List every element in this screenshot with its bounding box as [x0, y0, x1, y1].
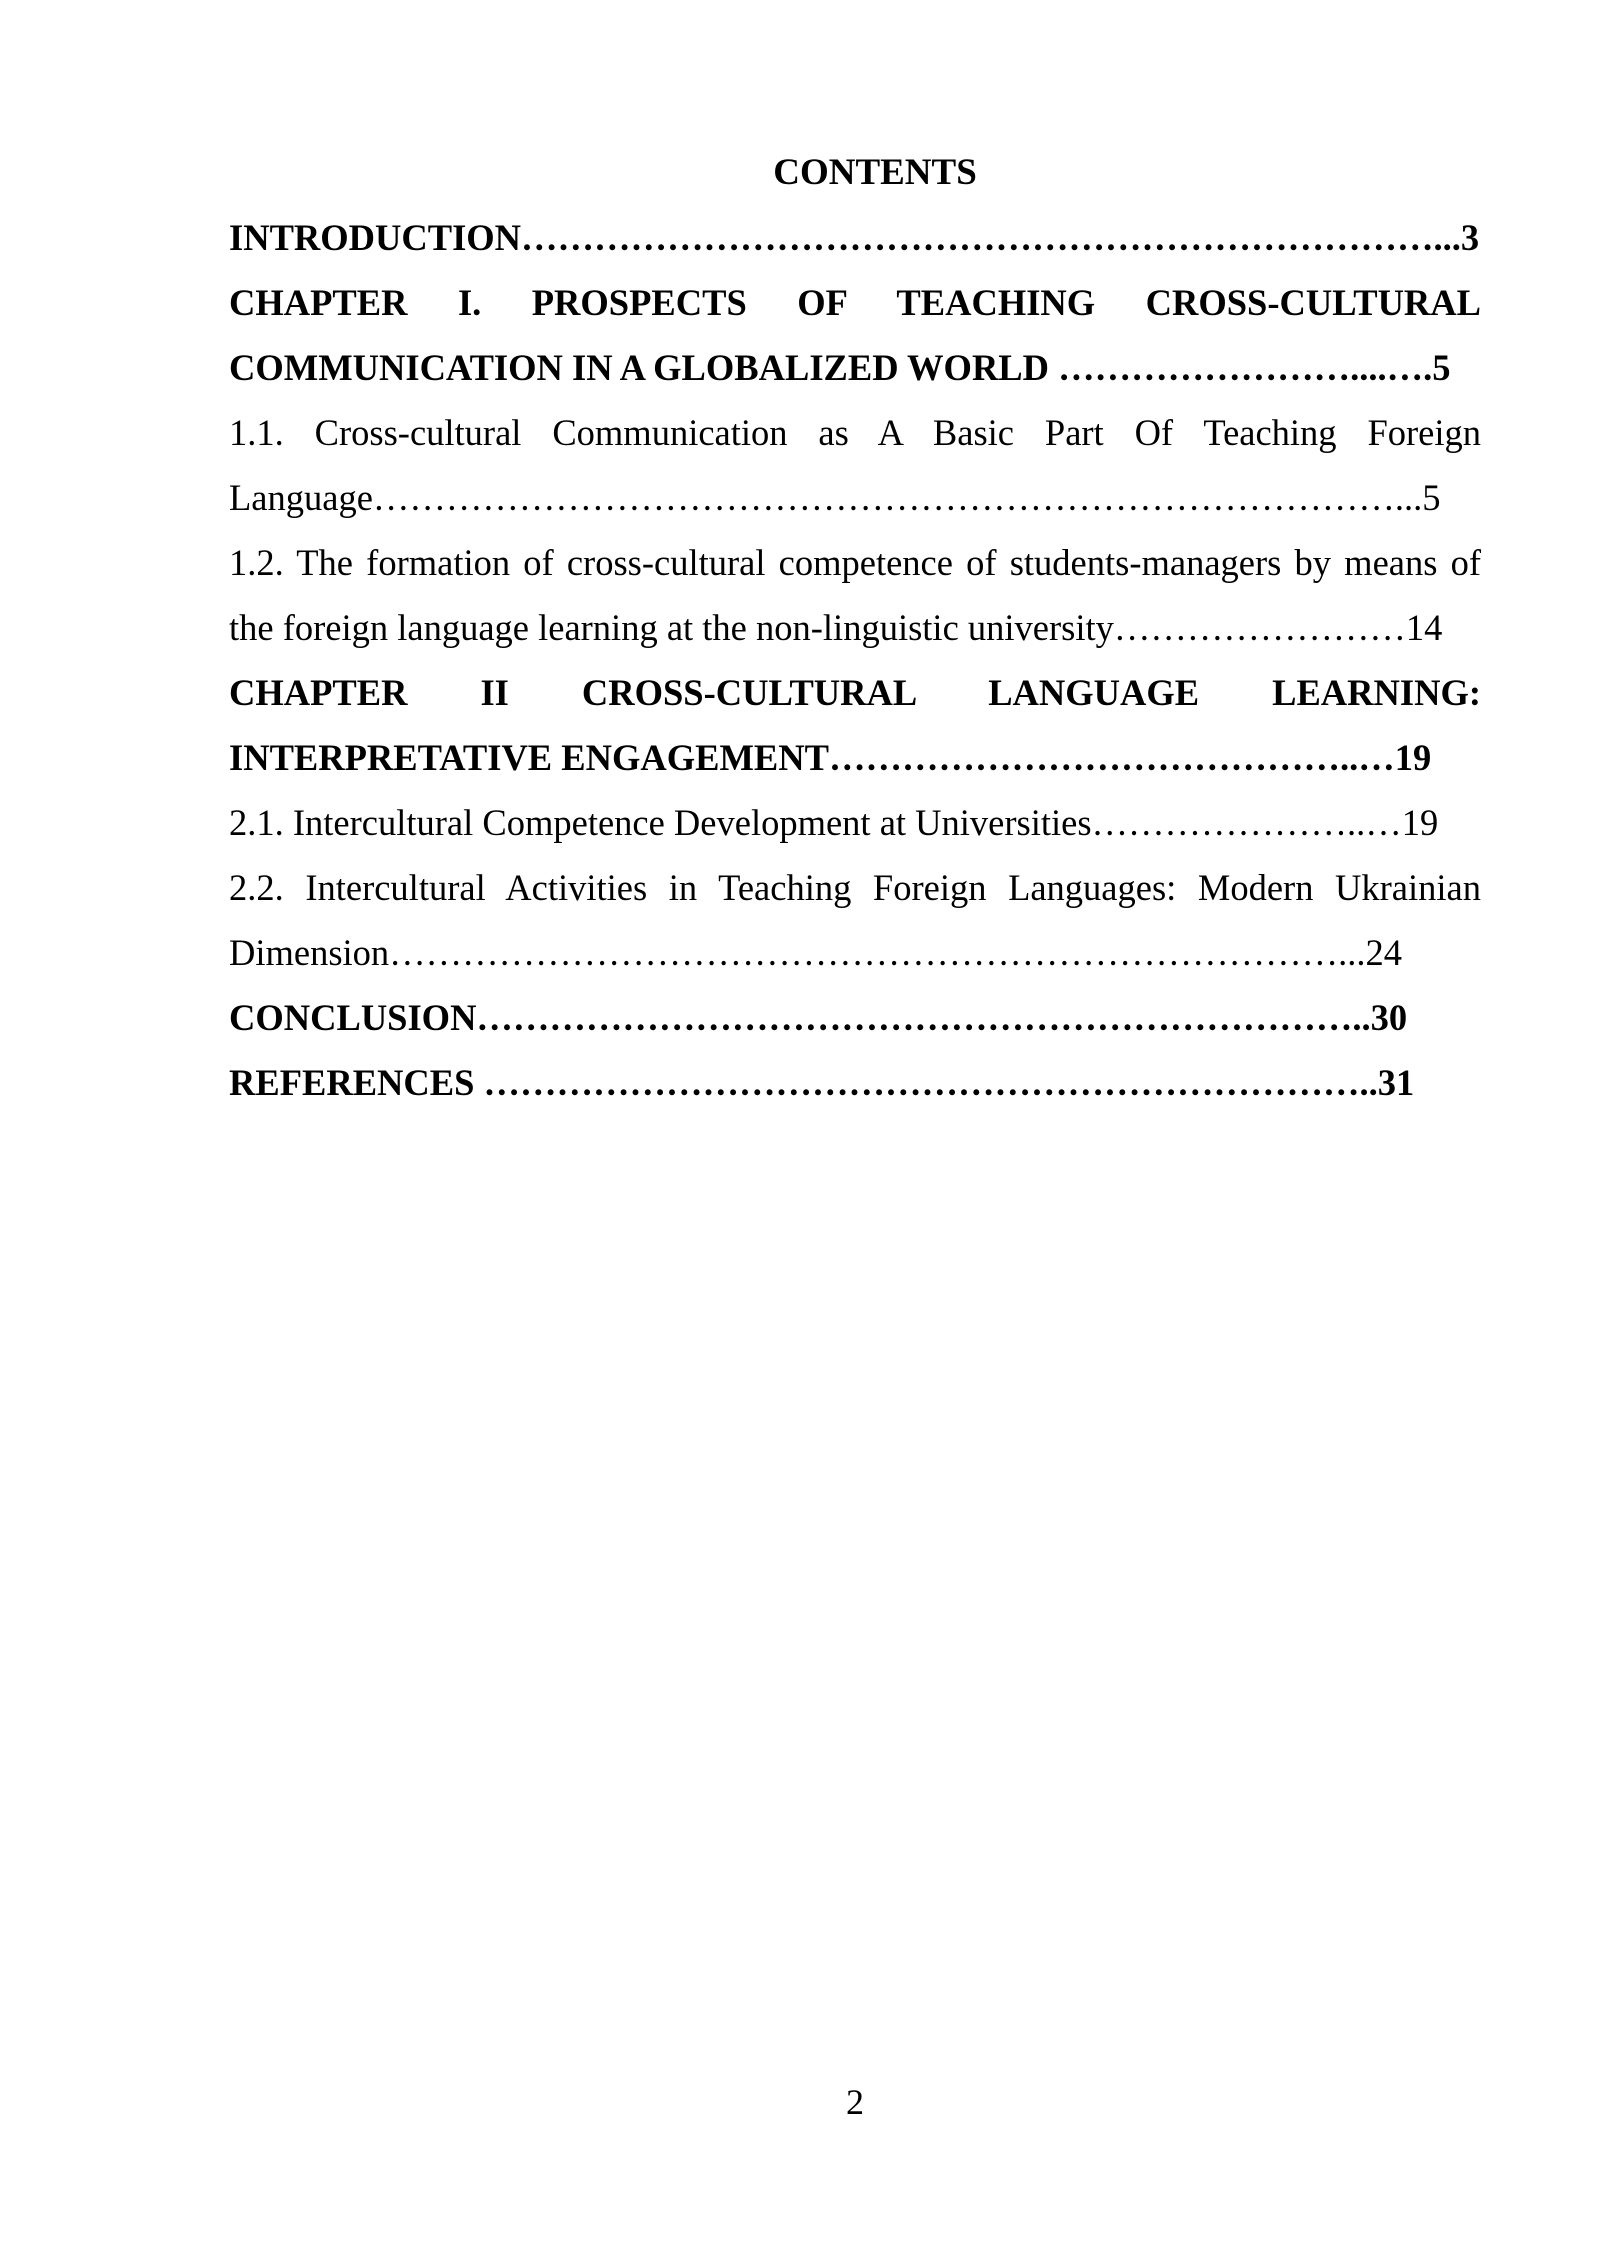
contents-heading: CONTENTS [773, 152, 977, 193]
page-number: 2 [846, 2082, 864, 2122]
toc-entry-section-2-2: 2.2. Intercultural Activities in Teaching Foreign Languages: Modern Ukrainian Dimension……………………………………………………………………...24 [229, 867, 1481, 973]
toc-entry-conclusion: CONCLUSION………………………………………………………………..30 [229, 997, 1408, 1038]
toc-entry-references: REFERENCES ………………………………………………………………..31 [229, 1062, 1415, 1103]
toc-entry-section-1-1: 1.1. Cross-cultural Communication as A Basic Part Of Teaching Foreign Language…………………………………………………………………………...5 [229, 412, 1481, 518]
table-of-contents [229, 140, 1481, 1115]
toc-entry-section-2-1: 2.1. Intercultural Competence Development at Universities…………………..…19 [229, 802, 1439, 843]
toc-entry-chapter-2: CHAPTER II CROSS-CULTURAL LANGUAGE LEARNING: INTERPRETATIVE ENGAGEMENT……………………………………..…19 [229, 672, 1481, 778]
toc-entry-section-1-2: 1.2. The formation of cross-cultural competence of students-managers by means of the foreign language learning at the non-linguistic university……………………14 [229, 542, 1481, 648]
toc-entry-chapter-1: CHAPTER I. PROSPECTS OF TEACHING CROSS-CULTURAL COMMUNICATION IN A GLOBALIZED WORLD ……………………....….5 [229, 282, 1481, 388]
toc-entry-introduction: INTRODUCTION…………………………………………………………………...3 [229, 217, 1480, 258]
